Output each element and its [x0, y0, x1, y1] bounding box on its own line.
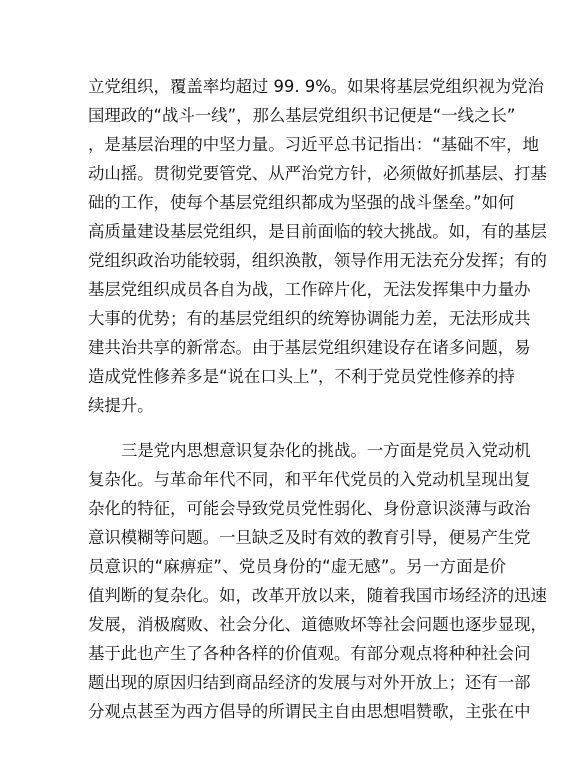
- paragraph-line: 建共治共享的新常态。由于基层党组织建设存在诸多问题，易: [88, 338, 531, 357]
- paragraph-line: 发展，消极腐败、社会分化、道德败坏等社会问题也逐步显现，: [88, 615, 547, 634]
- paragraph-line: 造成党性修养多是“说在口头上”，不利于党员党性修养的持: [88, 367, 515, 386]
- paragraph-line: 值判断的复杂化。如，改革开放以来，随着我国市场经济的迅速: [88, 586, 547, 605]
- paragraph-line: 杂化的特征，可能会导致党员党性弱化、身份意识淡薄与政治: [88, 499, 531, 518]
- paragraph-line: 三是党内思想意识复杂化的挑战。一方面是党员入党动机: [121, 441, 531, 460]
- paragraph-line: 立党组织，覆盖率均超过 99. 9%。如果将基层党组织视为党治: [88, 77, 544, 96]
- paragraph-line: ，是基层治理的中坚力量。习近平总书记指出：“基础不牢，地: [88, 135, 540, 154]
- paragraph-line: 础的工作，使每个基层党组织都成为坚强的战斗堡垒。”如何: [88, 193, 515, 212]
- paragraph-line: 员意识的“麻痹症”、党员身份的“虚无感”。另一方面是价: [88, 557, 506, 576]
- paragraph-line: 基于此也产生了各种各样的价值观。有部分观点将种种社会问: [88, 644, 531, 663]
- paragraph-line: 意识模糊等问题。一旦缺乏及时有效的教育引导，便易产生党: [88, 528, 531, 547]
- paragraph-line: 高质量建设基层党组织，是目前面临的较大挑战。如，有的基层: [88, 222, 547, 241]
- paragraph-line: 党组织政治功能较弱，组织涣散，领导作用无法充分发挥；有的: [88, 251, 547, 270]
- paragraph-line: 国理政的“战斗一线”，那么基层党组织书记便是“一线之长”: [88, 106, 516, 125]
- paragraph-line: 复杂化。与革命年代不同，和平年代党员的入党动机呈现出复: [88, 470, 531, 489]
- paragraph-line: 动山摇。贯彻党要管党、从严治党方针，必须做好抓基层、打基: [88, 164, 547, 183]
- paragraph-line: 基层党组织成员各自为战，工作碎片化，无法发挥集中力量办: [88, 280, 531, 299]
- paragraph-line: 分观点甚至为西方倡导的所谓民主自由思想唱赞歌，主张在中: [88, 702, 531, 721]
- paragraph-line: 大事的优势；有的基层党组织的统筹协调能力差，无法形成共: [88, 309, 531, 328]
- paragraph-line: 题出现的原因归结到商品经济的发展与对外开放上；还有一部: [88, 673, 531, 692]
- paragraph-line: 续提升。: [88, 396, 154, 415]
